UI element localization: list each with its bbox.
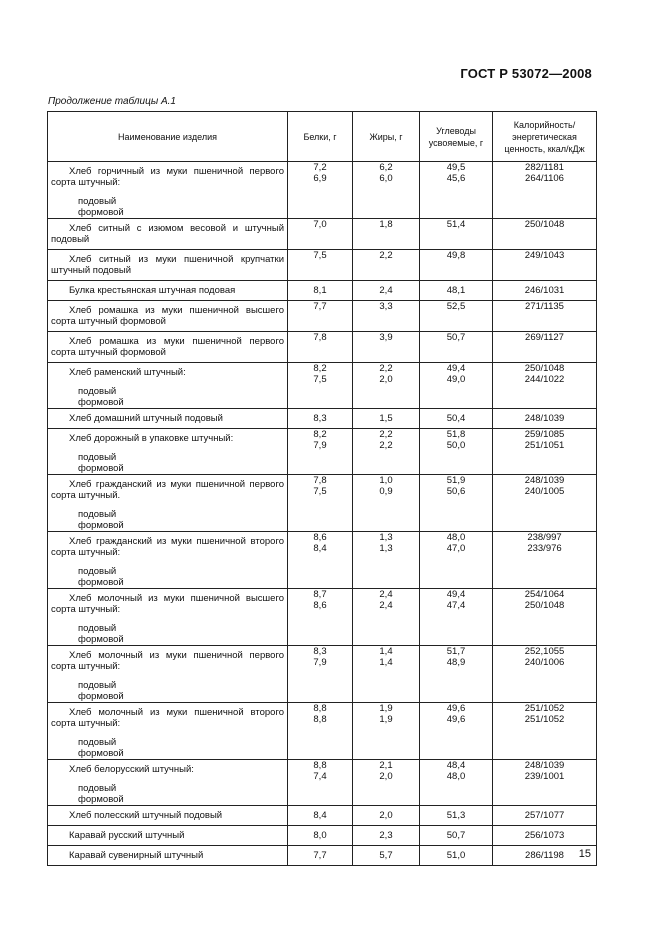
fat-value: 3,3 [379, 301, 393, 312]
product-title: Хлеб молочный из муки пшеничной высшего сорта штучный: [51, 593, 284, 615]
variant-name: формовой [78, 397, 124, 408]
energy-cell [493, 532, 597, 589]
fat-value: 2,4 [379, 589, 393, 600]
product-title: Каравай русский штучный [69, 830, 185, 841]
product-name-cell [48, 475, 288, 532]
energy-cell [493, 332, 597, 363]
fat-cell [353, 162, 420, 219]
carbs-value: 48,1 [446, 285, 466, 296]
fat-value: 1,3 [379, 532, 393, 543]
product-name-cell [48, 646, 288, 703]
fat-cell [353, 409, 420, 429]
fat-cell [353, 589, 420, 646]
protein-cell [288, 332, 353, 363]
energy-value: 282/1181 [525, 162, 564, 173]
energy-value: 244/1022 [524, 374, 565, 385]
protein-value: 7,2 [313, 162, 327, 173]
protein-cell [288, 846, 353, 866]
carbs-value: 47,4 [446, 600, 466, 611]
table-row [48, 281, 597, 301]
product-name-cell [48, 806, 288, 826]
table-row [48, 826, 597, 846]
protein-cell [288, 589, 353, 646]
column-header-carbs: Углеводы усвояемые, г [420, 112, 493, 162]
fat-value: 2,2 [379, 429, 393, 440]
variant-name: подовый [78, 196, 117, 207]
product-title: Хлеб дорожный в упаковке штучный: [69, 433, 234, 444]
product-name-cell [48, 301, 288, 332]
table-row [48, 846, 597, 866]
carbs-value: 49,5 [446, 162, 466, 173]
carbs-value: 45,6 [446, 173, 466, 184]
product-name-cell [48, 363, 288, 409]
protein-cell [288, 532, 353, 589]
product-name-cell [48, 281, 288, 301]
energy-value: 250/1048 [524, 600, 565, 611]
carbs-value: 49,6 [446, 703, 466, 714]
table-row [48, 532, 597, 589]
fat-cell [353, 363, 420, 409]
energy-cell [493, 646, 597, 703]
table-row [48, 646, 597, 703]
energy-value: 248/1039 [524, 760, 565, 771]
carbs-value: 51,9 [446, 475, 466, 486]
product-name-cell [48, 332, 288, 363]
protein-value: 7,9 [313, 440, 327, 451]
fat-value: 2,4 [379, 600, 393, 611]
product-title: Хлеб молочный из муки пшеничной первого сорта штучный: [51, 650, 284, 672]
energy-cell [493, 760, 597, 806]
protein-cell [288, 162, 353, 219]
protein-value: 7,5 [313, 486, 327, 497]
variant-name: подовый [78, 680, 117, 691]
energy-value: 240/1006 [524, 657, 565, 668]
protein-value: 8,4 [313, 810, 327, 821]
fat-value: 5,7 [379, 850, 393, 861]
carbs-value: 47,0 [446, 543, 466, 554]
energy-value: 249/1043 [524, 250, 565, 261]
fat-value: 2,3 [379, 830, 393, 841]
nutrition-table [47, 111, 597, 866]
product-title: Хлеб раменский штучный: [69, 367, 186, 378]
protein-value: 7,8 [313, 332, 327, 343]
carbs-value: 49,8 [446, 250, 466, 261]
fat-cell [353, 760, 420, 806]
page-number: 15 [578, 848, 591, 860]
variant-name: подовый [78, 452, 117, 463]
fat-value: 3,9 [379, 332, 393, 343]
fat-value: 2,0 [379, 771, 393, 782]
protein-value: 8,2 [313, 363, 327, 374]
protein-value: 8,8 [313, 714, 327, 725]
product-name-cell [48, 162, 288, 219]
energy-value: 238/997 [527, 532, 562, 543]
carbs-cell [420, 826, 493, 846]
energy-cell [493, 826, 597, 846]
table-row [48, 703, 597, 760]
energy-value: 248/1039 [524, 475, 565, 486]
carbs-value: 51,8 [446, 429, 466, 440]
protein-value: 8,8 [313, 703, 327, 714]
energy-value: 250/1048 [524, 363, 565, 374]
energy-value: 252,1055 [524, 646, 565, 657]
fat-value: 2,4 [379, 285, 393, 296]
variant-name: формовой [78, 748, 124, 759]
carbs-value: 51,7 [446, 646, 466, 657]
carbs-cell [420, 646, 493, 703]
protein-value: 7,5 [313, 374, 327, 385]
carbs-cell [420, 281, 493, 301]
fat-value: 1,3 [379, 543, 393, 554]
carbs-value: 48,9 [446, 657, 466, 668]
fat-value: 1,9 [379, 714, 393, 725]
variant-name: формовой [78, 691, 124, 702]
product-title: Хлеб гражданский из муки пшеничной первого сорта штучный. [51, 479, 284, 501]
energy-value: 271/1135 [525, 301, 564, 312]
column-header-protein: Белки, г [288, 112, 353, 162]
carbs-value: 50,7 [446, 830, 466, 841]
protein-value: 7,0 [313, 219, 327, 230]
carbs-cell [420, 806, 493, 826]
product-title: Хлеб белорусский штучный: [69, 764, 194, 775]
fat-value: 2,0 [379, 374, 393, 385]
protein-value: 6,9 [313, 173, 327, 184]
variant-name: формовой [78, 207, 124, 218]
product-name-cell [48, 846, 288, 866]
product-title: Хлеб полесский штучный подовый [69, 810, 223, 821]
carbs-cell [420, 589, 493, 646]
protein-value: 7,9 [313, 657, 327, 668]
fat-cell [353, 219, 420, 250]
fat-value: 2,2 [379, 363, 393, 374]
table-header-row [48, 112, 597, 162]
carbs-value: 51,4 [446, 219, 466, 230]
fat-cell [353, 532, 420, 589]
energy-cell [493, 281, 597, 301]
protein-value: 8,2 [313, 429, 327, 440]
carbs-cell [420, 475, 493, 532]
carbs-cell [420, 429, 493, 475]
product-name-cell [48, 219, 288, 250]
protein-value: 7,8 [313, 475, 327, 486]
fat-cell [353, 332, 420, 363]
carbs-cell [420, 301, 493, 332]
product-title: Хлеб домашний штучный подовый [69, 413, 223, 424]
product-name-cell [48, 250, 288, 281]
energy-value: 248/1039 [524, 413, 565, 424]
product-title: Хлеб ситный с изюмом весовой и штучный подовый [51, 223, 284, 245]
fat-value: 6,0 [379, 173, 393, 184]
carbs-value: 49,0 [446, 374, 466, 385]
variant-name: формовой [78, 463, 124, 474]
protein-cell [288, 219, 353, 250]
protein-cell [288, 826, 353, 846]
energy-cell [493, 301, 597, 332]
protein-value: 8,3 [313, 646, 327, 657]
product-name-cell [48, 429, 288, 475]
energy-value: 269/1127 [525, 332, 564, 343]
carbs-cell [420, 250, 493, 281]
energy-value: 259/1085 [524, 429, 565, 440]
carbs-value: 50,6 [446, 486, 466, 497]
product-title: Хлеб ромашка из муки пшеничной первого сорта штучный формовой [51, 336, 284, 358]
table-body [48, 162, 597, 866]
product-name-cell [48, 703, 288, 760]
energy-value: 240/1005 [524, 486, 565, 497]
protein-cell [288, 281, 353, 301]
product-title: Хлеб горчичный из муки пшеничной первого сорта штучный: [51, 166, 284, 188]
protein-cell [288, 703, 353, 760]
product-name-cell [48, 409, 288, 429]
protein-value: 8,4 [313, 543, 327, 554]
variant-name: формовой [78, 634, 124, 645]
protein-value: 8,6 [313, 600, 327, 611]
energy-cell [493, 409, 597, 429]
carbs-value: 48,0 [446, 771, 466, 782]
energy-cell [493, 703, 597, 760]
product-name-cell [48, 760, 288, 806]
fat-value: 1,9 [379, 703, 393, 714]
carbs-value: 51,3 [446, 810, 466, 821]
carbs-value: 48,0 [446, 532, 466, 543]
variant-name: формовой [78, 577, 124, 588]
carbs-value: 52,5 [446, 301, 466, 312]
energy-value: 264/1106 [525, 173, 564, 184]
protein-value: 7,5 [313, 250, 327, 261]
document-code: ГОСТ Р 53072—2008 [460, 66, 592, 81]
fat-value: 1,4 [379, 657, 393, 668]
table-row [48, 332, 597, 363]
carbs-cell [420, 760, 493, 806]
protein-cell [288, 806, 353, 826]
table-row [48, 589, 597, 646]
carbs-cell [420, 219, 493, 250]
protein-cell [288, 475, 353, 532]
energy-cell [493, 250, 597, 281]
carbs-cell [420, 332, 493, 363]
protein-cell [288, 363, 353, 409]
energy-value: 257/1077 [524, 810, 565, 821]
protein-value: 7,4 [313, 771, 327, 782]
energy-value: 251/1052 [524, 714, 565, 725]
product-name-cell [48, 826, 288, 846]
fat-cell [353, 429, 420, 475]
fat-cell [353, 826, 420, 846]
product-title: Каравай сувенирный штучный [69, 850, 204, 861]
carbs-value: 51,0 [446, 850, 466, 861]
energy-value: 254/1064 [524, 589, 565, 600]
variant-name: подовый [78, 623, 117, 634]
variant-name: подовый [78, 386, 117, 397]
energy-value: 239/1001 [524, 771, 565, 782]
carbs-cell [420, 846, 493, 866]
fat-cell [353, 806, 420, 826]
protein-value: 8,1 [313, 285, 327, 296]
carbs-cell [420, 532, 493, 589]
energy-cell [493, 219, 597, 250]
carbs-cell [420, 409, 493, 429]
table-row [48, 162, 597, 219]
table-row [48, 363, 597, 409]
energy-value: 251/1052 [524, 703, 565, 714]
carbs-value: 49,6 [446, 714, 466, 725]
fat-value: 1,0 [379, 475, 393, 486]
product-name-cell [48, 589, 288, 646]
table-row [48, 429, 597, 475]
carbs-value: 50,7 [446, 332, 466, 343]
product-name-cell [48, 532, 288, 589]
energy-value: 286/1198 [525, 850, 564, 861]
column-header-name: Наименование изделия [48, 112, 288, 162]
carbs-value: 50,4 [446, 413, 466, 424]
fat-cell [353, 250, 420, 281]
column-header-fat: Жиры, г [353, 112, 420, 162]
fat-value: 0,9 [379, 486, 393, 497]
protein-value: 8,6 [313, 532, 327, 543]
fat-value: 2,1 [379, 760, 393, 771]
fat-value: 6,2 [379, 162, 393, 173]
carbs-cell [420, 703, 493, 760]
variant-name: формовой [78, 520, 124, 531]
protein-value: 8,0 [313, 830, 327, 841]
fat-cell [353, 703, 420, 760]
fat-cell [353, 646, 420, 703]
energy-cell [493, 589, 597, 646]
carbs-cell [420, 363, 493, 409]
energy-cell [493, 429, 597, 475]
fat-value: 2,2 [379, 440, 393, 451]
protein-cell [288, 760, 353, 806]
column-header-energy: Калорийность/ энергетическая ценность, ккал/кДж [493, 112, 597, 162]
carbs-value: 48,4 [446, 760, 466, 771]
energy-cell [493, 363, 597, 409]
product-title: Булка крестьянская штучная подовая [69, 285, 236, 296]
table-row [48, 409, 597, 429]
energy-cell [493, 162, 597, 219]
fat-value: 1,8 [379, 219, 393, 230]
variant-name: подовый [78, 783, 117, 794]
fat-value: 1,5 [379, 413, 393, 424]
energy-value: 250/1048 [524, 219, 565, 230]
fat-cell [353, 846, 420, 866]
carbs-value: 49,4 [446, 363, 466, 374]
product-title: Хлеб гражданский из муки пшеничной второго сорта штучный: [51, 536, 284, 558]
fat-cell [353, 281, 420, 301]
product-title: Хлеб ромашка из муки пшеничной высшего сорта штучный формовой [51, 305, 284, 327]
fat-value: 2,2 [379, 250, 393, 261]
protein-cell [288, 646, 353, 703]
protein-cell [288, 429, 353, 475]
protein-value: 7,7 [313, 301, 327, 312]
table-row [48, 760, 597, 806]
energy-cell [493, 475, 597, 532]
protein-value: 8,8 [313, 760, 327, 771]
variant-name: подовый [78, 737, 117, 748]
table-continuation-label: Продолжение таблицы А.1 [48, 96, 176, 107]
table-row [48, 475, 597, 532]
variant-name: подовый [78, 509, 117, 520]
energy-value: 246/1031 [524, 285, 565, 296]
energy-value: 256/1073 [524, 830, 565, 841]
carbs-value: 50,0 [446, 440, 466, 451]
carbs-value: 49,4 [446, 589, 466, 600]
product-title: Хлеб молочный из муки пшеничной второго сорта штучный: [51, 707, 284, 729]
protein-value: 7,7 [313, 850, 327, 861]
fat-value: 1,4 [379, 646, 393, 657]
protein-cell [288, 409, 353, 429]
energy-value: 233/976 [527, 543, 562, 554]
fat-cell [353, 301, 420, 332]
protein-value: 8,7 [313, 589, 327, 600]
fat-value: 2,0 [379, 810, 393, 821]
fat-cell [353, 475, 420, 532]
variant-name: формовой [78, 794, 124, 805]
protein-cell [288, 250, 353, 281]
product-title: Хлеб ситный из муки пшеничной крупчатки штучный подовый [51, 254, 284, 276]
table-row [48, 301, 597, 332]
variant-name: подовый [78, 566, 117, 577]
table-row [48, 250, 597, 281]
table-row [48, 219, 597, 250]
protein-value: 8,3 [313, 413, 327, 424]
protein-cell [288, 301, 353, 332]
energy-value: 251/1051 [524, 440, 565, 451]
table-row [48, 806, 597, 826]
energy-cell [493, 806, 597, 826]
carbs-cell [420, 162, 493, 219]
